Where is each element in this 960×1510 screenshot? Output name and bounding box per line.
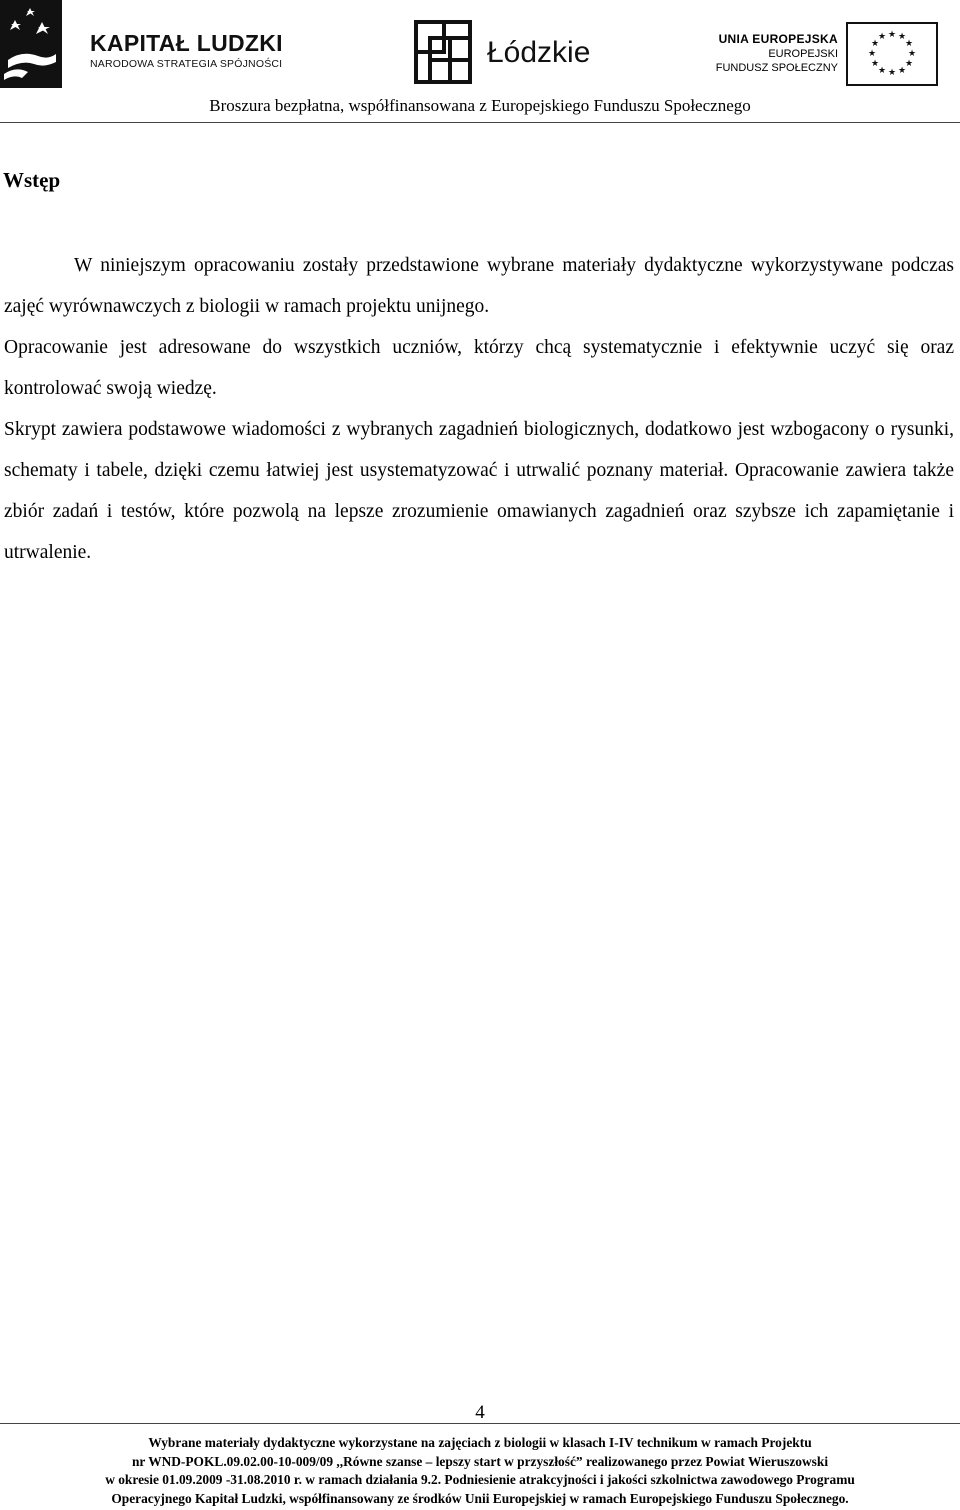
- lodzkie-emblem-icon: [412, 18, 476, 88]
- kapital-ludzki-logo: [0, 0, 310, 90]
- body-text: [4, 245, 954, 573]
- footer-line-1: Wybrane materiały dydaktyczne wykorzystane na zajęciach z biologii w klasach I-IV technikum w ramach Projektu: [148, 1435, 812, 1450]
- svg-text:★: ★: [904, 39, 914, 49]
- footer-divider: [0, 1423, 960, 1424]
- kapital-ludzki-title: KAPITAŁ LUDZKI: [90, 30, 283, 56]
- svg-text:★: ★: [907, 49, 917, 59]
- page-title: Wstęp: [3, 168, 61, 192]
- kapital-ludzki-emblem-icon: [0, 0, 70, 92]
- eu-line-3: FUNDUSZ SPOŁECZNY: [715, 62, 838, 74]
- paragraph-audience: Opracowanie jest adresowane do wszystkich uczniów, którzy chcą systematycznie i efektywnie uczyć się oraz kontrolować swoją wiedzę.: [4, 337, 954, 399]
- lodzkie-wordmark: Łódzkie: [487, 36, 591, 69]
- svg-text:★: ★: [887, 68, 897, 78]
- svg-text:★: ★: [877, 66, 887, 76]
- svg-text:★: ★: [897, 66, 907, 76]
- eu-flag-icon: [846, 22, 938, 86]
- svg-text:★: ★: [867, 49, 877, 59]
- page-number: 4: [475, 1402, 485, 1423]
- kapital-ludzki-subtitle: NARODOWA STRATEGIA SPÓJNOŚCI: [90, 58, 283, 70]
- footer-line-3: w okresie 01.09.2009 -31.08.2010 r. w ramach działania 9.2. Podniesienie atrakcyjności i jakości szkolnictwa zawodowego Programu: [105, 1472, 855, 1487]
- paragraph-contents: Skrypt zawiera podstawowe wiadomości z wybranych zagadnień biologicznych, dodatkowo jest wzbogacony o rysunki, schematy i tabele, dzięki czemu łatwiej jest usystematyzować i utrwalić poznany materiał. Opracowanie zawiera także zbiór zadań i testów, które pozwolą na lepsze zrozumienie omawianych zagadnień oraz szybsze ich zapamiętanie i utrwalenie.: [4, 419, 954, 563]
- svg-text:★: ★: [897, 32, 907, 42]
- lodzkie-logo: [412, 18, 612, 88]
- eu-line-1: UNIA EUROPEJSKA: [718, 32, 838, 46]
- paragraph-intro: W niniejszym opracowaniu zostały przedstawione wybrane materiały dydaktyczne wykorzystywane podczas zajęć wyrównawczych z biologii w ramach projektu unijnego.: [4, 255, 954, 317]
- svg-text:★: ★: [870, 59, 880, 69]
- page-footer: [0, 1434, 960, 1508]
- svg-text:★: ★: [887, 30, 897, 40]
- footer-line-4: Operacyjnego Kapitał Ludzki, współfinansowany ze środków Unii Europejskiej w ramach Europejskiego Funduszu Społecznego.: [111, 1490, 849, 1506]
- footer-line-2: nr WND-POKL.09.02.00-10-009/09 ,,Równe szanse – lepszy start w przyszłość” realizowanego przez Powiat Wieruszowski: [131, 1453, 829, 1469]
- eu-line-2: EUROPEJSKI: [768, 48, 838, 60]
- eu-logo: [700, 22, 950, 90]
- header-caption: Broszura bezpłatna, współfinansowana z Europejskiego Funduszu Społecznego: [209, 96, 751, 115]
- svg-text:★: ★: [877, 32, 887, 42]
- svg-text:★: ★: [870, 39, 880, 49]
- page-header: [0, 0, 960, 125]
- header-divider: [0, 122, 960, 123]
- svg-text:★: ★: [904, 59, 914, 69]
